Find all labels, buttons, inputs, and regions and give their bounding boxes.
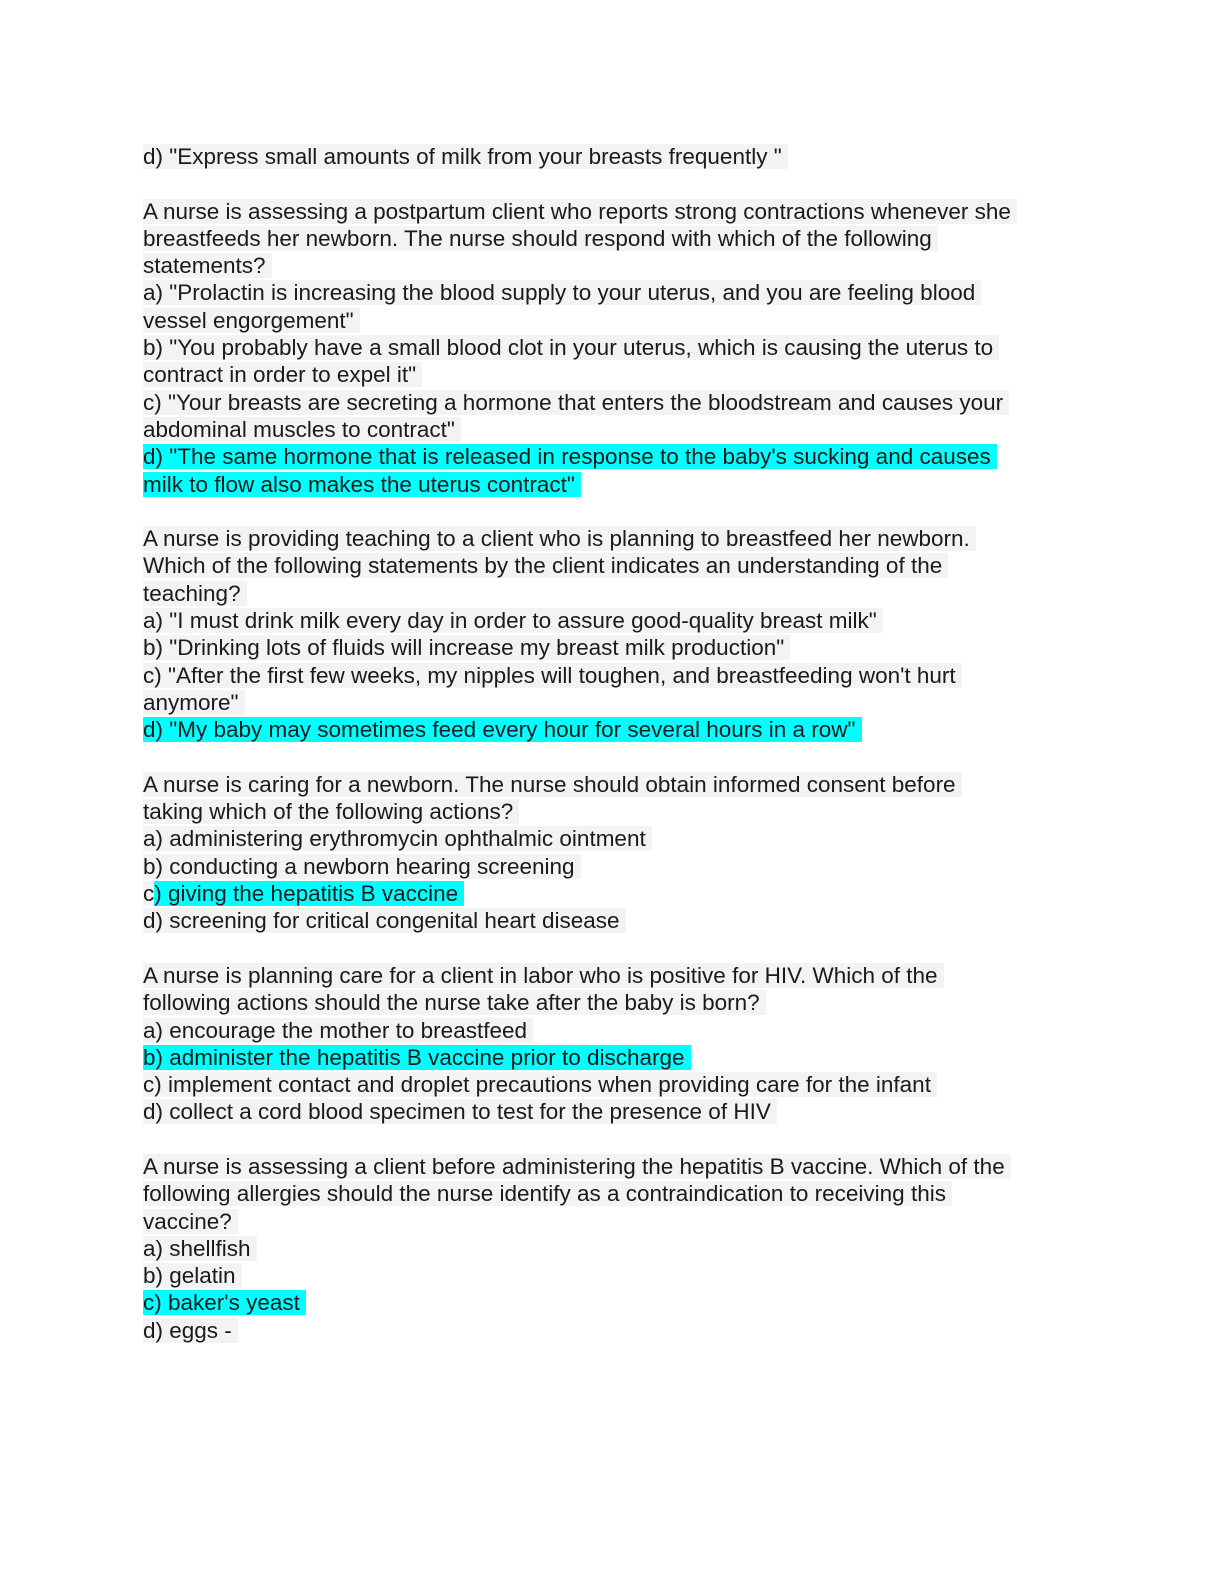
option-line: [143, 1071, 1083, 1098]
option-line: [143, 1262, 1083, 1289]
question-2-option-c-line-2: anymore": [143, 690, 245, 715]
question-4: [143, 962, 1083, 1126]
question-3-option-a: a) administering erythromycin ophthalmic ointment: [143, 826, 652, 851]
option-line: [143, 361, 1083, 388]
question-stem-line: [143, 771, 1083, 798]
question-stem-line: [143, 580, 1083, 607]
question-2-option-c-line-1: c) "After the first few weeks, my nipples will toughen, and breastfeeding won't hurt: [143, 663, 962, 688]
question-2-option-a: a) "I must drink milk every day in order to assure good-quality breast milk": [143, 608, 883, 633]
option-line: [143, 471, 1083, 498]
option-line: [143, 880, 1083, 907]
question-stem-line: [143, 552, 1083, 579]
question-3-option-c-correct: ) giving the hepatitis B vaccine: [154, 881, 464, 906]
question-3-option-c-letter: c: [143, 881, 155, 907]
question-stem-line: [143, 1208, 1083, 1235]
text-line: [143, 143, 1083, 170]
option-line: [143, 307, 1083, 334]
question-2-stem-line-2: Which of the following statements by the client indicates an understanding of the: [143, 553, 948, 578]
question-1: [143, 198, 1083, 498]
spacer: [143, 935, 1083, 962]
option-line: [143, 853, 1083, 880]
question-5-stem-line-1: A nurse is assessing a client before administering the hepatitis B vaccine. Which of the: [143, 1154, 1011, 1179]
question-5: [143, 1153, 1083, 1344]
question-5-option-c-correct: c) baker's yeast: [143, 1290, 306, 1315]
previous-answer-option: d) "Express small amounts of milk from your breasts frequently ": [143, 144, 788, 169]
question-4-option-c: c) implement contact and droplet precautions when providing care for the infant: [143, 1072, 937, 1097]
question-stem-line: [143, 1153, 1083, 1180]
question-1-option-a-line-1: a) "Prolactin is increasing the blood supply to your uterus, and you are feeling blood: [143, 280, 981, 305]
option-line: [143, 443, 1083, 470]
question-5-stem-line-3: vaccine?: [143, 1209, 238, 1234]
spacer: [143, 498, 1083, 525]
question-1-option-a-line-2: vessel engorgement": [143, 308, 360, 333]
question-3-option-b: b) conducting a newborn hearing screening: [143, 854, 581, 879]
option-line: [143, 662, 1083, 689]
option-line: [143, 1289, 1083, 1316]
question-1-option-b-line-1: b) "You probably have a small blood clot in your uterus, which is causing the uterus to: [143, 335, 999, 360]
question-5-option-b: b) gelatin: [143, 1263, 242, 1288]
option-line: [143, 1098, 1083, 1125]
option-line: [143, 334, 1083, 361]
question-4-option-d: d) collect a cord blood specimen to test for the presence of HIV: [143, 1099, 777, 1124]
option-line: [143, 716, 1083, 743]
question-4-option-a: a) encourage the mother to breastfeed: [143, 1018, 533, 1043]
option-line: [143, 1017, 1083, 1044]
question-stem-line: [143, 198, 1083, 225]
question-3: [143, 771, 1083, 935]
question-4-stem-line-1: A nurse is planning care for a client in labor who is positive for HIV. Which of the: [143, 963, 944, 988]
question-1-option-c-line-2: abdominal muscles to contract": [143, 417, 461, 442]
question-1-stem-line-2: breastfeeds her newborn. The nurse should respond with which of the following: [143, 226, 938, 251]
question-2-stem-line-3: teaching?: [143, 581, 247, 606]
spacer: [143, 744, 1083, 771]
option-line: [143, 279, 1083, 306]
question-stem-line: [143, 962, 1083, 989]
question-1-option-d-correct-line-2: milk to flow also makes the uterus contract": [143, 472, 581, 497]
question-stem-line: [143, 525, 1083, 552]
question-stem-line: [143, 798, 1083, 825]
question-4-option-b-correct: b) administer the hepatitis B vaccine prior to discharge: [143, 1045, 691, 1070]
question-5-option-a: a) shellfish: [143, 1236, 257, 1261]
question-1-option-d-correct-line-1: d) "The same hormone that is released in response to the baby's sucking and causes: [143, 444, 997, 469]
question-5-stem-line-2: following allergies should the nurse identify as a contraindication to receiving this: [143, 1181, 952, 1206]
question-1-option-c-line-1: c) "Your breasts are secreting a hormone that enters the bloodstream and causes your: [143, 390, 1009, 415]
question-3-stem-line-2: taking which of the following actions?: [143, 799, 519, 824]
spacer: [143, 1126, 1083, 1153]
option-line: [143, 389, 1083, 416]
question-2: [143, 525, 1083, 743]
option-line: [143, 634, 1083, 661]
question-stem-line: [143, 1180, 1083, 1207]
question-4-stem-line-2: following actions should the nurse take after the baby is born?: [143, 990, 766, 1015]
question-1-stem-line-3: statements?: [143, 253, 272, 278]
option-line: [143, 1235, 1083, 1262]
question-1-option-b-line-2: contract in order to expel it": [143, 362, 422, 387]
question-2-option-b: b) "Drinking lots of fluids will increase my breast milk production": [143, 635, 790, 660]
spacer: [143, 170, 1083, 197]
question-1-stem-line-1: A nurse is assessing a postpartum client who reports strong contractions whenever she: [143, 199, 1017, 224]
question-3-stem-line-1: A nurse is caring for a newborn. The nurse should obtain informed consent before: [143, 772, 962, 797]
document-page: [143, 143, 1083, 1344]
option-line: [143, 416, 1083, 443]
question-stem-line: [143, 252, 1083, 279]
question-stem-line: [143, 225, 1083, 252]
option-line: [143, 825, 1083, 852]
option-line: [143, 689, 1083, 716]
option-line: [143, 1317, 1083, 1344]
option-line: [143, 907, 1083, 934]
question-3-option-d: d) screening for critical congenital heart disease: [143, 908, 626, 933]
option-line: [143, 607, 1083, 634]
question-2-stem-line-1: A nurse is providing teaching to a client who is planning to breastfeed her newborn.: [143, 526, 976, 551]
question-stem-line: [143, 989, 1083, 1016]
question-5-option-d: d) eggs -: [143, 1318, 238, 1343]
question-2-option-d-correct: d) "My baby may sometimes feed every hour for several hours in a row": [143, 717, 862, 742]
option-line: [143, 1044, 1083, 1071]
